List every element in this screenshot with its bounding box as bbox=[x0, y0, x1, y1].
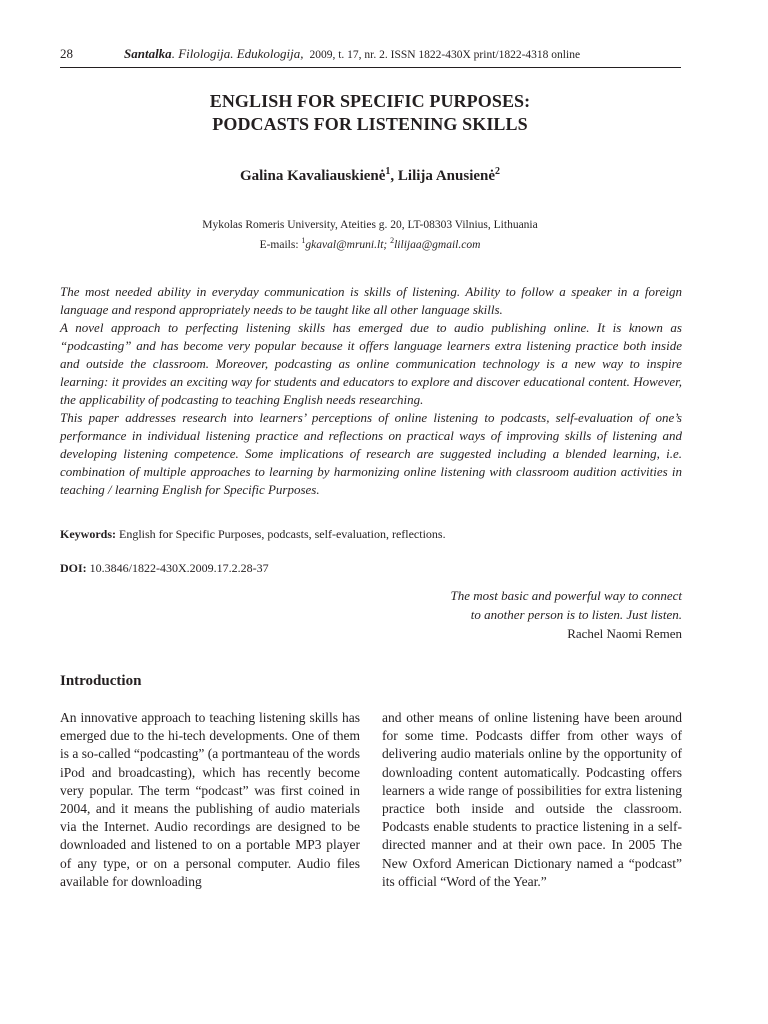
author-2: Lilija Anusienė bbox=[397, 168, 496, 184]
author-list bbox=[0, 166, 740, 185]
abstract-paragraph-1: The most needed ability in everyday communication is skills of listening. Ability to follow a speaker in a foreign language and respond appropriately needs to be taught like all other language skills. bbox=[60, 284, 682, 317]
email-2-mark: 2 bbox=[390, 236, 395, 245]
intro-right-column: and other means of online listening have been around for some time. Podcasts differ from other ways of delivering audio materials online by the opportunity of downloading content automatically. Podcasting offers learners a wide range of possibilities for extra listening practice both inside and outside the classroom. Podcasts enable students to practice listening in a self-directed manner and at their own pace. In 2005 The New Oxford American Dictionary named a “podcast” its official “Word of the Year.” bbox=[382, 710, 682, 889]
intro-left-column: An innovative approach to teaching listening skills has emerged due to the hi-tech developments. One of them is a so-called “podcasting” (a portmanteau of the words iPod and broadcasting), which has recently become very popular. The term “podcast” was first coined in 2004, and it means the publishing of audio materials via the Internet. Audio recordings are designed to be downloaded and listened to on a portable MP3 player of any type, or on a personal computer. Audio files available for downloading bbox=[60, 710, 360, 889]
journal-citation bbox=[124, 46, 580, 62]
emails-label: E-mails: bbox=[259, 238, 302, 251]
epigraph-line-1: The most basic and powerful way to connect bbox=[450, 588, 682, 603]
email-1-mark: 1 bbox=[301, 236, 306, 245]
section-heading-introduction: Introduction bbox=[60, 673, 142, 689]
page-number: 28 bbox=[60, 46, 73, 61]
doi-text: 10.3846/1822-430X.2009.17.2.28-37 bbox=[86, 561, 269, 575]
keywords-text: English for Specific Purposes, podcasts, self-evaluation, reflections. bbox=[116, 527, 446, 541]
author-1: Galina Kavaliauskienė bbox=[239, 168, 386, 184]
doi-label: DOI: bbox=[60, 561, 87, 575]
header-rule bbox=[60, 67, 681, 68]
author-2-affil-mark: 2 bbox=[495, 166, 501, 177]
email-1: gkaval@mruni.lt; bbox=[305, 238, 391, 251]
affiliation-emails bbox=[0, 233, 740, 253]
author-1-affil-mark: 1 bbox=[385, 166, 391, 177]
epigraph-author: Rachel Naomi Remen bbox=[567, 626, 682, 641]
journal-name: Santalka bbox=[124, 46, 172, 61]
keywords bbox=[60, 527, 682, 542]
title-line-1: ENGLISH FOR SPECIFIC PURPOSES: bbox=[209, 91, 531, 111]
epigraph-line-2: to another person is to listen. Just listen. bbox=[470, 607, 682, 622]
keywords-label: Keywords: bbox=[60, 527, 116, 541]
abstract bbox=[60, 283, 682, 499]
title-line-2: PODCASTS FOR LISTENING SKILLS bbox=[212, 114, 528, 134]
email-2: lilijaa@gmail.com bbox=[394, 238, 481, 251]
paper-title bbox=[0, 90, 740, 136]
affiliation-address: Mykolas Romeris University, Ateities g. 20, LT-08303 Vilnius, Lithuania bbox=[202, 219, 538, 231]
author-separator: , bbox=[390, 168, 398, 184]
abstract-paragraph-3: This paper addresses research into learners’ perceptions of online listening to podcasts, self-evaluation of one’s performance in individual listening practice and reflections on practical ways of improving skills of listening and developing listening competence. Some implications of research are suggested including a blended learning, i.e. combination of multiple approaches to learning by harmonizing online listening with classroom audition activities in teaching / learning English for Specific Purposes. bbox=[60, 410, 682, 497]
journal-subtitle: . Filologija. Edukologija, bbox=[171, 46, 304, 61]
affiliation bbox=[0, 218, 740, 253]
doi bbox=[60, 561, 682, 576]
journal-issue-info: 2009, t. 17, nr. 2. ISSN 1822-430X print/1822-4318 online bbox=[309, 49, 581, 61]
abstract-paragraph-2: A novel approach to perfecting listening skills has emerged due to audio publishing online. It is known as “podcasting” and has become very popular because it offers language learners extra listening practice both inside and outside the classroom. Moreover, podcasting as online communication technology is a new way to inspire learning: it provides an exciting way for students and educators to explore and discover educational content. However, the applicability of podcasting to teaching English needs researching. bbox=[60, 320, 682, 407]
epigraph bbox=[360, 586, 682, 643]
